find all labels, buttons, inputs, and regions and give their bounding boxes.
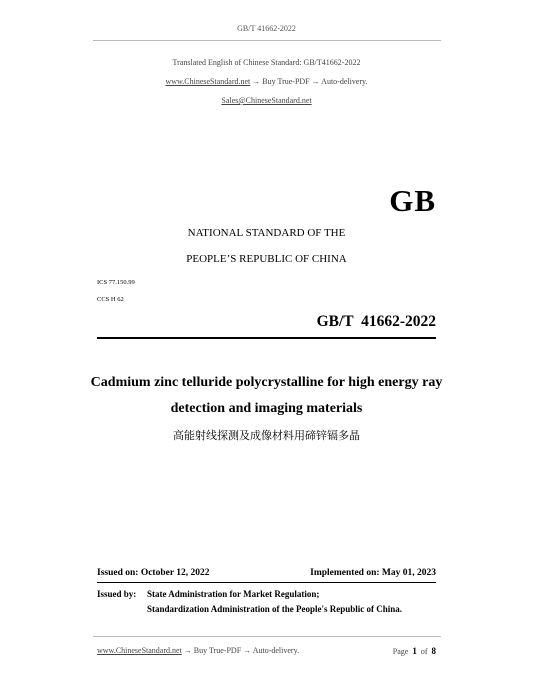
footer-site-link[interactable]: www.ChineseStandard.net: [97, 646, 182, 655]
buy-text: → Buy True-PDF → Auto-delivery.: [252, 77, 368, 86]
implemented-on-date: Implemented on: May 01, 2023: [310, 568, 436, 578]
standard-number-rule: [97, 337, 436, 339]
page-current: 1: [412, 646, 417, 656]
email-link[interactable]: Sales@ChineseStandard.net: [221, 96, 312, 105]
email-notice: [0, 96, 533, 105]
buy-notice: [0, 77, 533, 86]
title-english-line1: Cadmium zinc telluride polycrystalline for high energy ray: [90, 375, 443, 390]
page-of: of: [420, 647, 428, 656]
issued-by-line1: State Administration for Market Regulation;: [147, 589, 320, 599]
footer-divider: [93, 636, 441, 637]
footer-notice: [97, 646, 299, 655]
standard-number: GB/T 41662-2022: [316, 313, 436, 330]
translated-notice: Translated English of Chinese Standard: GB/T41662-2022: [172, 58, 361, 67]
page-indicator: [393, 646, 436, 656]
page-word: Page: [392, 647, 409, 656]
issued-by-line2: Standardization Administration of the People's Republic of China.: [147, 604, 403, 614]
issued-by-label: Issued by:: [97, 589, 137, 599]
dates-rule: [97, 582, 436, 583]
ics-code: ICS 77.150.99: [97, 279, 135, 286]
issued-on-date: Issued on: October 12, 2022: [97, 568, 210, 578]
national-standard-line1: NATIONAL STANDARD OF THE: [187, 227, 346, 239]
national-standard-line2: PEOPLE’S REPUBLIC OF CHINA: [186, 253, 347, 265]
header-doc-code: GB/T 41662-2022: [237, 24, 296, 33]
header-divider: [93, 40, 441, 41]
gb-mark: GB: [389, 183, 436, 218]
site-link[interactable]: www.ChineseStandard.net: [165, 77, 251, 86]
ccs-code: CCS H 62: [97, 296, 124, 303]
title-chinese: 高能射线探测及成像材料用碲锌镉多晶: [173, 429, 360, 442]
footer-buy-text: → Buy True-PDF → Auto-delivery.: [183, 646, 300, 655]
title-english-line2: detection and imaging materials: [170, 401, 363, 416]
page-total: 8: [431, 646, 436, 656]
